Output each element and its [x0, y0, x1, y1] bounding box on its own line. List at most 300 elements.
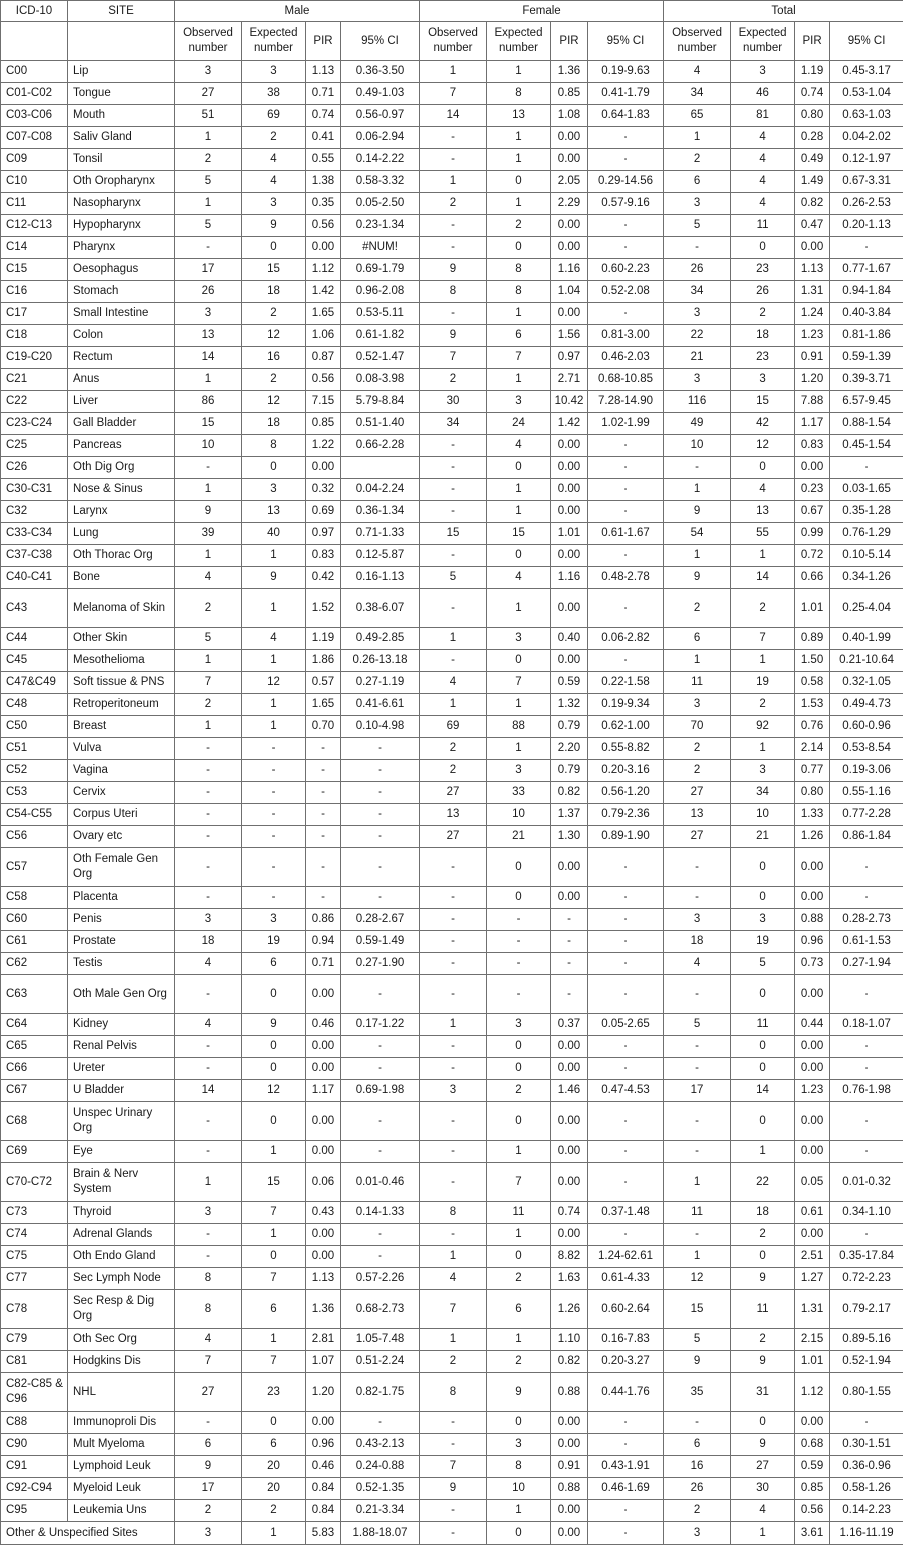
total-expected-cell: 4 [731, 171, 795, 193]
male-ci-cell: 0.41-6.61 [341, 694, 420, 716]
male-expected-cell: 0 [242, 975, 306, 1014]
site-name: Oth Endo Gland [68, 1246, 175, 1268]
table-row [1, 413, 903, 435]
female-pir-cell: 0.00 [551, 457, 588, 479]
female-expected-cell: 4 [487, 435, 551, 457]
female-expected-cell: 8 [487, 83, 551, 105]
male-pir-cell: 0.46 [306, 1014, 341, 1036]
female-expected-cell: 9 [487, 1373, 551, 1412]
female-observed-cell: - [420, 237, 487, 259]
total-expected-cell: 19 [731, 931, 795, 953]
male-ci-cell: 0.61-1.82 [341, 325, 420, 347]
female-expected-cell: 1 [487, 1329, 551, 1351]
header-female-expected: Expected number [487, 22, 551, 61]
female-expected-cell: 7 [487, 1163, 551, 1202]
male-expected-cell: 16 [242, 347, 306, 369]
female-pir-cell: 0.00 [551, 1163, 588, 1202]
female-observed-cell: - [420, 848, 487, 887]
site-name: Thyroid [68, 1202, 175, 1224]
female-observed-cell: - [420, 1058, 487, 1080]
site-name: Mult Myeloma [68, 1434, 175, 1456]
female-pir-cell: 1.63 [551, 1268, 588, 1290]
total-pir-cell: 0.72 [795, 545, 830, 567]
male-observed-cell: 3 [175, 1202, 242, 1224]
header-total-expected: Expected number [731, 22, 795, 61]
female-observed-cell: - [420, 1500, 487, 1522]
total-observed-cell: 65 [664, 105, 731, 127]
total-ci-cell: 0.32-1.05 [830, 672, 903, 694]
female-observed-cell: 7 [420, 83, 487, 105]
total-expected-cell: 9 [731, 1268, 795, 1290]
male-expected-cell: 2 [242, 127, 306, 149]
total-pir-cell: 0.99 [795, 523, 830, 545]
total-expected-cell: 19 [731, 672, 795, 694]
header-male-ci: 95% CI [341, 22, 420, 61]
total-ci-cell: 1.16-11.19 [830, 1522, 903, 1545]
site-name: Saliv Gland [68, 127, 175, 149]
female-observed-cell: 5 [420, 567, 487, 589]
female-observed-cell: 27 [420, 782, 487, 804]
female-expected-cell: 1 [487, 1224, 551, 1246]
female-ci-cell: - [588, 149, 664, 171]
total-expected-cell: 1 [731, 738, 795, 760]
total-observed-cell: - [664, 1036, 731, 1058]
female-pir-cell: 0.00 [551, 479, 588, 501]
female-ci-cell: - [588, 457, 664, 479]
female-ci-cell: 0.05-2.65 [588, 1014, 664, 1036]
female-pir-cell: 0.00 [551, 1522, 588, 1545]
total-ci-cell: 0.80-1.55 [830, 1373, 903, 1412]
male-expected-cell: 1 [242, 589, 306, 628]
icd-code: C16 [1, 281, 68, 303]
male-expected-cell: 0 [242, 1036, 306, 1058]
male-expected-cell: 4 [242, 171, 306, 193]
total-expected-cell: 14 [731, 1080, 795, 1102]
male-expected-cell: 6 [242, 953, 306, 975]
female-pir-cell: 1.36 [551, 61, 588, 83]
female-pir-cell: 0.00 [551, 1412, 588, 1434]
total-ci-cell: 0.35-17.84 [830, 1246, 903, 1268]
female-observed-cell: 1 [420, 1246, 487, 1268]
total-expected-cell: 0 [731, 975, 795, 1014]
site-name: Placenta [68, 887, 175, 909]
icd-code: C67 [1, 1080, 68, 1102]
total-observed-cell: 2 [664, 760, 731, 782]
male-ci-cell: 0.12-5.87 [341, 545, 420, 567]
total-observed-cell: 2 [664, 738, 731, 760]
female-ci-cell: - [588, 1163, 664, 1202]
site-name: Adrenal Glands [68, 1224, 175, 1246]
female-pir-cell: 0.00 [551, 435, 588, 457]
icd-code: C65 [1, 1036, 68, 1058]
table-row [1, 909, 903, 931]
female-pir-cell: 1.46 [551, 1080, 588, 1102]
female-ci-cell: 0.48-2.78 [588, 567, 664, 589]
male-pir-cell: 0.00 [306, 1224, 341, 1246]
total-observed-cell: 1 [664, 1163, 731, 1202]
male-observed-cell: 39 [175, 523, 242, 545]
total-observed-cell: 1 [664, 127, 731, 149]
site-name: Mouth [68, 105, 175, 127]
table-row [1, 1434, 903, 1456]
total-pir-cell: 1.33 [795, 804, 830, 826]
site-name: Bone [68, 567, 175, 589]
total-pir-cell: 0.80 [795, 782, 830, 804]
icd-code: C77 [1, 1268, 68, 1290]
table-row [1, 105, 903, 127]
male-expected-cell: 12 [242, 1080, 306, 1102]
female-ci-cell: - [588, 931, 664, 953]
site-name: Lymphoid Leuk [68, 1456, 175, 1478]
female-observed-cell: - [420, 931, 487, 953]
header-female-ci: 95% CI [588, 22, 664, 61]
male-ci-cell: - [341, 1102, 420, 1141]
total-observed-cell: 1 [664, 479, 731, 501]
female-ci-cell: 0.61-1.67 [588, 523, 664, 545]
male-ci-cell: 0.52-1.35 [341, 1478, 420, 1500]
total-pir-cell: 0.91 [795, 347, 830, 369]
female-observed-cell: 1 [420, 61, 487, 83]
icd-code: C69 [1, 1141, 68, 1163]
female-pir-cell: 0.74 [551, 1202, 588, 1224]
total-observed-cell: 3 [664, 1522, 731, 1545]
total-pir-cell: 0.56 [795, 1500, 830, 1522]
total-ci-cell: 0.77-2.28 [830, 804, 903, 826]
total-pir-cell: 0.00 [795, 237, 830, 259]
table-row [1, 391, 903, 413]
table-row [1, 782, 903, 804]
total-observed-cell: 6 [664, 1434, 731, 1456]
total-ci-cell: 0.21-10.64 [830, 650, 903, 672]
table-row [1, 1412, 903, 1434]
total-observed-cell: 9 [664, 567, 731, 589]
total-pir-cell: 0.80 [795, 105, 830, 127]
site-name: Myeloid Leuk [68, 1478, 175, 1500]
female-observed-cell: 9 [420, 1478, 487, 1500]
female-ci-cell: - [588, 1500, 664, 1522]
male-pir-cell: 0.57 [306, 672, 341, 694]
male-ci-cell: - [341, 848, 420, 887]
header-site: SITE [68, 1, 175, 22]
total-pir-cell: 0.96 [795, 931, 830, 953]
total-ci-cell: - [830, 848, 903, 887]
female-observed-cell: 2 [420, 193, 487, 215]
female-ci-cell: 0.06-2.82 [588, 628, 664, 650]
site-name: Kidney [68, 1014, 175, 1036]
female-observed-cell: - [420, 479, 487, 501]
female-ci-cell: - [588, 887, 664, 909]
icd-code: C90 [1, 1434, 68, 1456]
female-observed-cell: 13 [420, 804, 487, 826]
table-row [1, 848, 903, 887]
male-pir-cell: 0.74 [306, 105, 341, 127]
male-pir-cell: 0.94 [306, 931, 341, 953]
male-expected-cell: 6 [242, 1290, 306, 1329]
female-expected-cell: 0 [487, 171, 551, 193]
icd-code: C66 [1, 1058, 68, 1080]
male-expected-cell: 6 [242, 1434, 306, 1456]
total-ci-cell: 0.28-2.73 [830, 909, 903, 931]
total-pir-cell: 0.00 [795, 975, 830, 1014]
total-expected-cell: 0 [731, 1058, 795, 1080]
total-pir-cell: 0.00 [795, 1058, 830, 1080]
site-name: Penis [68, 909, 175, 931]
total-ci-cell: 0.36-0.96 [830, 1456, 903, 1478]
male-observed-cell: 5 [175, 628, 242, 650]
male-ci-cell: #NUM! [341, 237, 420, 259]
male-expected-cell: 40 [242, 523, 306, 545]
male-observed-cell: 51 [175, 105, 242, 127]
male-observed-cell: 1 [175, 650, 242, 672]
site-name: Brain & Nerv System [68, 1163, 175, 1202]
total-pir-cell: 0.83 [795, 435, 830, 457]
table-row [1, 887, 903, 909]
male-pir-cell: - [306, 738, 341, 760]
male-ci-cell: - [341, 1224, 420, 1246]
total-pir-cell: 0.74 [795, 83, 830, 105]
female-expected-cell: 0 [487, 457, 551, 479]
total-ci-cell: 0.88-1.54 [830, 413, 903, 435]
icd-code: C32 [1, 501, 68, 523]
male-observed-cell: 7 [175, 672, 242, 694]
female-observed-cell: - [420, 909, 487, 931]
male-observed-cell: - [175, 1141, 242, 1163]
total-ci-cell: 0.35-1.28 [830, 501, 903, 523]
male-observed-cell: 1 [175, 193, 242, 215]
site-name: Lip [68, 61, 175, 83]
total-pir-cell: 1.27 [795, 1268, 830, 1290]
male-observed-cell: 26 [175, 281, 242, 303]
male-pir-cell: 0.00 [306, 1412, 341, 1434]
male-ci-cell [341, 457, 420, 479]
female-ci-cell: 0.61-4.33 [588, 1268, 664, 1290]
female-pir-cell: 10.42 [551, 391, 588, 413]
female-pir-cell: 2.05 [551, 171, 588, 193]
total-pir-cell: 0.00 [795, 887, 830, 909]
male-expected-cell: 69 [242, 105, 306, 127]
male-pir-cell: 0.35 [306, 193, 341, 215]
table-row [1, 1500, 903, 1522]
male-observed-cell: 2 [175, 149, 242, 171]
table-row [1, 1202, 903, 1224]
female-ci-cell: 0.62-1.00 [588, 716, 664, 738]
female-expected-cell: 0 [487, 650, 551, 672]
total-pir-cell: 0.58 [795, 672, 830, 694]
icd-code: C54-C55 [1, 804, 68, 826]
table-row [1, 1163, 903, 1202]
total-expected-cell: 2 [731, 303, 795, 325]
female-expected-cell: 1 [487, 589, 551, 628]
male-expected-cell: 23 [242, 1373, 306, 1412]
male-pir-cell: 1.86 [306, 650, 341, 672]
total-observed-cell: 9 [664, 501, 731, 523]
total-expected-cell: 3 [731, 61, 795, 83]
male-pir-cell: 0.70 [306, 716, 341, 738]
male-ci-cell: 0.05-2.50 [341, 193, 420, 215]
female-pir-cell: 0.88 [551, 1373, 588, 1412]
total-observed-cell: 15 [664, 1290, 731, 1329]
female-pir-cell: 0.37 [551, 1014, 588, 1036]
icd-code: C70-C72 [1, 1163, 68, 1202]
male-pir-cell: 0.56 [306, 369, 341, 391]
male-expected-cell: 3 [242, 909, 306, 931]
female-pir-cell: 0.00 [551, 1102, 588, 1141]
total-observed-cell: 70 [664, 716, 731, 738]
male-expected-cell: 3 [242, 479, 306, 501]
total-ci-cell: 0.63-1.03 [830, 105, 903, 127]
total-observed-cell: - [664, 1224, 731, 1246]
male-ci-cell: - [341, 826, 420, 848]
female-pir-cell: 1.10 [551, 1329, 588, 1351]
female-observed-cell: - [420, 149, 487, 171]
female-expected-cell: 0 [487, 545, 551, 567]
female-observed-cell: - [420, 545, 487, 567]
male-expected-cell: 9 [242, 567, 306, 589]
male-ci-cell: 0.49-1.03 [341, 83, 420, 105]
male-observed-cell: 1 [175, 1163, 242, 1202]
total-expected-cell: 34 [731, 782, 795, 804]
female-observed-cell: - [420, 435, 487, 457]
total-expected-cell: 4 [731, 479, 795, 501]
female-expected-cell: 8 [487, 281, 551, 303]
female-pir-cell: 0.00 [551, 303, 588, 325]
female-expected-cell: 2 [487, 215, 551, 237]
icd-code: C53 [1, 782, 68, 804]
female-ci-cell: 0.22-1.58 [588, 672, 664, 694]
total-ci-cell: - [830, 1058, 903, 1080]
female-expected-cell: 0 [487, 1036, 551, 1058]
total-expected-cell: 5 [731, 953, 795, 975]
total-pir-cell: 1.17 [795, 413, 830, 435]
total-pir-cell: 0.49 [795, 149, 830, 171]
female-observed-cell: - [420, 650, 487, 672]
total-observed-cell: - [664, 457, 731, 479]
total-pir-cell: 0.00 [795, 457, 830, 479]
female-expected-cell: 1 [487, 1141, 551, 1163]
male-ci-cell: 1.05-7.48 [341, 1329, 420, 1351]
total-observed-cell: 4 [664, 61, 731, 83]
male-pir-cell: 0.96 [306, 1434, 341, 1456]
female-ci-cell: 0.37-1.48 [588, 1202, 664, 1224]
icd-code: C62 [1, 953, 68, 975]
female-observed-cell: - [420, 1434, 487, 1456]
male-observed-cell: 27 [175, 1373, 242, 1412]
female-expected-cell: 0 [487, 1102, 551, 1141]
male-expected-cell: 18 [242, 413, 306, 435]
site-name: Renal Pelvis [68, 1036, 175, 1058]
total-observed-cell: 5 [664, 1329, 731, 1351]
total-expected-cell: 0 [731, 1246, 795, 1268]
male-pir-cell: 0.00 [306, 975, 341, 1014]
male-observed-cell: 86 [175, 391, 242, 413]
male-observed-cell: 3 [175, 1522, 242, 1545]
total-expected-cell: 4 [731, 149, 795, 171]
icd-code: C63 [1, 975, 68, 1014]
total-expected-cell: 13 [731, 501, 795, 523]
female-observed-cell: 7 [420, 1456, 487, 1478]
total-expected-cell: 4 [731, 127, 795, 149]
header-male-expected: Expected number [242, 22, 306, 61]
table-row [1, 1224, 903, 1246]
female-observed-cell: - [420, 887, 487, 909]
female-ci-cell: - [588, 1141, 664, 1163]
total-observed-cell: 27 [664, 782, 731, 804]
female-ci-cell: 0.79-2.36 [588, 804, 664, 826]
total-ci-cell: 0.86-1.84 [830, 826, 903, 848]
table-row [1, 457, 903, 479]
total-observed-cell: 5 [664, 215, 731, 237]
male-expected-cell: 1 [242, 1224, 306, 1246]
female-pir-cell: - [551, 909, 588, 931]
site-name: Tonsil [68, 149, 175, 171]
female-expected-cell: 21 [487, 826, 551, 848]
site-name: Other Skin [68, 628, 175, 650]
site-name: Liver [68, 391, 175, 413]
female-expected-cell: 6 [487, 1290, 551, 1329]
male-pir-cell: 1.36 [306, 1290, 341, 1329]
total-pir-cell: 0.88 [795, 909, 830, 931]
total-expected-cell: 18 [731, 1202, 795, 1224]
male-observed-cell: 2 [175, 1500, 242, 1522]
male-pir-cell: 1.38 [306, 171, 341, 193]
total-expected-cell: 18 [731, 325, 795, 347]
total-observed-cell: 5 [664, 1014, 731, 1036]
icd-code: C14 [1, 237, 68, 259]
male-expected-cell: 0 [242, 1412, 306, 1434]
total-pir-cell: 0.00 [795, 1036, 830, 1058]
header-female-observed: Observed number [420, 22, 487, 61]
site-name: Oth Thorac Org [68, 545, 175, 567]
male-expected-cell: 1 [242, 1141, 306, 1163]
female-expected-cell: 3 [487, 1434, 551, 1456]
female-expected-cell: 1 [487, 303, 551, 325]
male-ci-cell: 0.96-2.08 [341, 281, 420, 303]
total-observed-cell: 17 [664, 1080, 731, 1102]
icd-code: C52 [1, 760, 68, 782]
male-expected-cell: 2 [242, 369, 306, 391]
total-expected-cell: 1 [731, 650, 795, 672]
male-pir-cell: 1.13 [306, 61, 341, 83]
male-observed-cell: - [175, 848, 242, 887]
table-row [1, 628, 903, 650]
total-ci-cell: 0.01-0.32 [830, 1163, 903, 1202]
female-observed-cell: 8 [420, 1202, 487, 1224]
female-ci-cell: - [588, 435, 664, 457]
female-ci-cell: - [588, 1102, 664, 1141]
site-name: Tongue [68, 83, 175, 105]
table-row [1, 589, 903, 628]
total-pir-cell: 1.20 [795, 369, 830, 391]
female-ci-cell: - [588, 303, 664, 325]
male-observed-cell: 9 [175, 501, 242, 523]
male-expected-cell: - [242, 782, 306, 804]
icd-code: C68 [1, 1102, 68, 1141]
male-pir-cell: 1.13 [306, 1268, 341, 1290]
table-row [1, 1329, 903, 1351]
table-row [1, 325, 903, 347]
female-observed-cell: - [420, 457, 487, 479]
total-ci-cell: 0.34-1.10 [830, 1202, 903, 1224]
male-pir-cell: 0.00 [306, 1141, 341, 1163]
icd-code: C45 [1, 650, 68, 672]
male-ci-cell: 1.88-18.07 [341, 1522, 420, 1545]
male-pir-cell: 1.42 [306, 281, 341, 303]
male-expected-cell: 1 [242, 1522, 306, 1545]
total-pir-cell: 0.77 [795, 760, 830, 782]
total-observed-cell: 1 [664, 650, 731, 672]
total-ci-cell: 0.10-5.14 [830, 545, 903, 567]
total-observed-cell: - [664, 237, 731, 259]
